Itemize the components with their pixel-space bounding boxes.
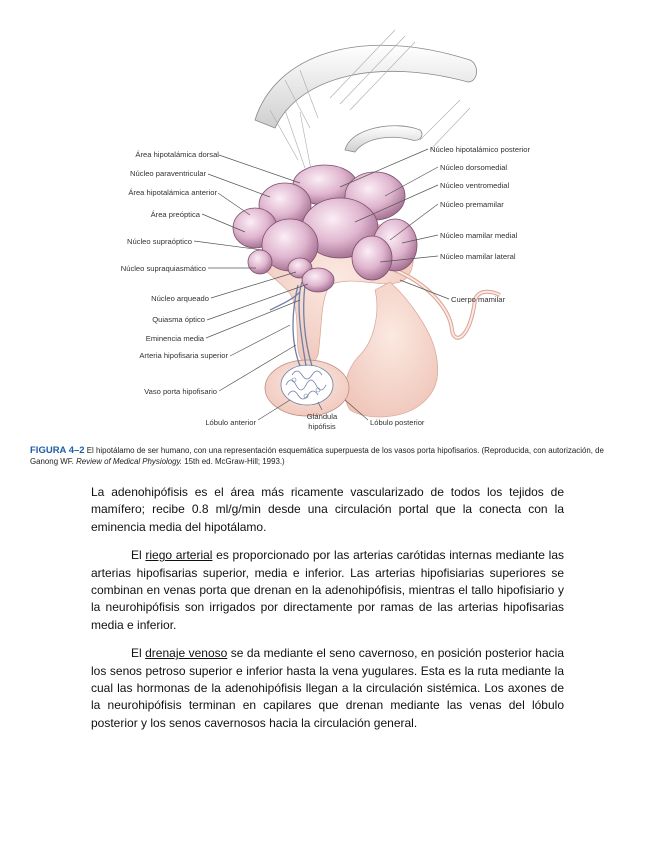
- label-area-preoptica: Área preóptica: [150, 210, 200, 219]
- label-cuerpo-mamilar: Cuerpo mamilar: [451, 295, 506, 304]
- label-nucleo-paraventricular: Núcleo paraventricular: [130, 169, 206, 178]
- label-nucleo-premamilar: Núcleo premamilar: [440, 200, 504, 209]
- caption-text-end: 15th ed. McGraw-Hill; 1993.): [182, 457, 285, 466]
- link-riego-arterial[interactable]: riego arterial: [145, 548, 213, 563]
- caption-book-title: Review of Medical Physiology.: [76, 457, 183, 466]
- label-hipofisis: hipófisis: [308, 422, 336, 431]
- label-area-hipotalamica-dorsal: Área hipotalámica dorsal: [135, 150, 219, 159]
- label-area-hipotalamica-anterior: Área hipotalámica anterior: [128, 188, 217, 197]
- paragraph-prefix: El: [131, 548, 146, 563]
- label-arteria-hipofisaria-superior: Arteria hipofisaria superior: [139, 351, 228, 360]
- label-vaso-porta-hipofisario: Vaso porta hipofisario: [144, 387, 217, 396]
- caption-text: El hipotálamo de ser humano, con una representación esquemática superpuesta de los vasos porta hipofisarios. (Reproducida, con autorización, de Ganong WF.: [30, 446, 604, 466]
- label-nucleo-arqueado: Núcleo arqueado: [151, 294, 209, 303]
- paragraph-text: es proporcionado por las arterias carótidas internas mediante las arterias hipofisarias superior, media e inferior. Las arterias hipofisiarias superiores se combinan en venas porta que drenan en la adenohipófisis, mientras el tallo hipofisiario y la neurohipófisis son irrigados por directamente por ramas de las arterias hipofisarias media e inferior.: [91, 548, 565, 632]
- label-lobulo-anterior: Lóbulo anterior: [205, 418, 256, 427]
- label-nucleo-supraoptico: Núcleo supraóptico: [126, 237, 192, 246]
- figure-number: FIGURA 4–2: [30, 445, 85, 456]
- body-text: [91, 484, 564, 743]
- label-eminencia-media: Eminencia media: [145, 334, 204, 343]
- label-lobulo-posterior: Lóbulo posterior: [370, 418, 425, 427]
- label-nucleo-dorsomedial: Núcleo dorsomedial: [440, 163, 508, 172]
- label-quiasma-optico: Quiasma óptico: [152, 315, 205, 324]
- label-nucleo-mamilar-medial: Núcleo mamilar medial: [440, 231, 518, 240]
- figure-caption: [30, 445, 625, 467]
- label-nucleo-mamilar-lateral: Núcleo mamilar lateral: [440, 252, 516, 261]
- label-glandula: Glándula: [306, 412, 338, 421]
- label-nucleo-ventromedial: Núcleo ventromedial: [440, 181, 510, 190]
- paragraph-drenaje-venoso: [91, 645, 564, 732]
- label-nucleo-hipotalamico-posterior: Núcleo hipotalámico posterior: [430, 145, 531, 154]
- paragraph-adenohipofisis: La adenohipófisis es el área más ricamente vascularizado de todos los tejidos de mamífero; recibe 0.8 ml/g/min desde una circulación portal que la conecta con la eminencia media del hipotálamo.: [91, 485, 564, 534]
- paragraph-riego-arterial: [91, 547, 564, 634]
- link-drenaje-venoso[interactable]: drenaje venoso: [145, 646, 228, 661]
- paragraph-text: se da mediante el seno cavernoso, en posición posterior hacia los senos petroso superior e inferior hasta la vena yugulares. Esta es la ruta mediante la cual las hormonas de la adenohipófisis llegan a la circulación sistémica. Los axones de la neurohipófisis terminan en capilares que drenan mediante las venas del lóbulo posterior y los senos cavernosos hacia la circulación general.: [91, 646, 564, 730]
- paragraph-prefix: El: [131, 646, 146, 661]
- label-nucleo-supraquiasmatico: Núcleo supraquiasmático: [120, 264, 206, 273]
